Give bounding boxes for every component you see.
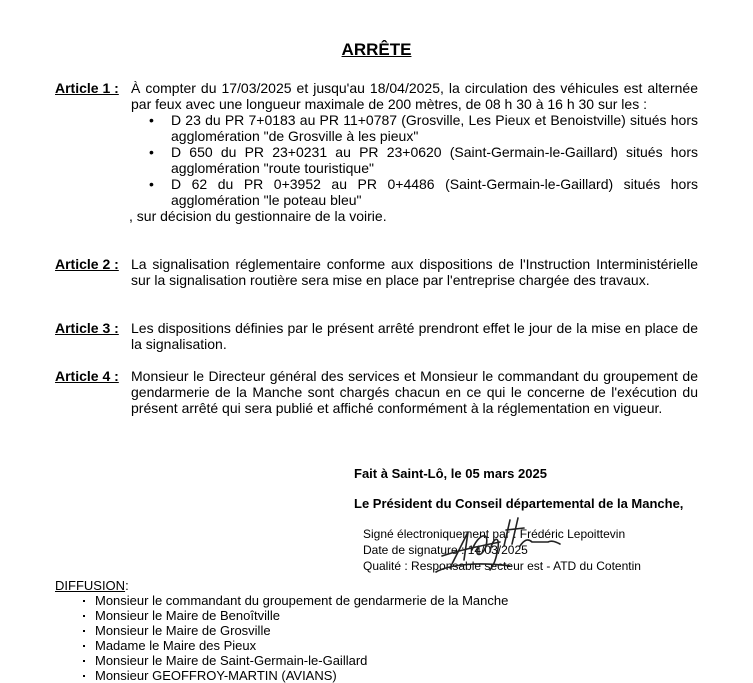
diffusion-item: Madame le Maire des Pieux [95, 638, 508, 653]
article-3-label: Article 3 : [55, 320, 119, 336]
document-title: ARRÊTE [341, 40, 412, 59]
article-3 [55, 320, 698, 352]
road-item: • D 62 du PR 0+3952 au PR 0+4486 (Saint-Germain-le-Gaillard) situés hors agglomération "le poteau bleu" [171, 176, 698, 208]
article-4-text: Monsieur le Directeur général des services et Monsieur le commandant du groupement de gendarmerie de la Manche sont chargés chacun en ce qui le concerne de l'exécution du présent arrêté qui sera publié et affiché conformément à la réglementation en vigueur. [131, 368, 698, 416]
diffusion-item: Monsieur le commandant du groupement de gendarmerie de la Manche [95, 593, 509, 608]
article-1-intro: À compter du 17/03/2025 et jusqu'au 18/04/2025, la circulation des véhicules est alternée par feux avec une longueur maximale de 200 mètres, de 08 h 30 à 16 h 30 sur les : [131, 80, 698, 112]
article-1-road-list [131, 112, 698, 208]
article-2 [55, 256, 698, 288]
road-item: • D 23 du PR 7+0183 au PR 11+0787 (Grosville, Les Pieux et Benoistville) situés hors agglomération "de Grosville à les pieux" [171, 112, 698, 144]
signed-by: Signé électroniquement par : Frédéric Lepoittevin [363, 527, 626, 541]
diffusion-item: Monsieur le Maire de Benoîtville [95, 608, 508, 623]
handwritten-signature-icon [420, 490, 570, 580]
diffusion-item: Monsieur GEOFFROY-MARTIN (AVIANS) [95, 668, 508, 683]
article-1-outro: , sur décision du gestionnaire de la voirie. [129, 208, 387, 224]
article-1-label: Article 1 : [55, 80, 119, 96]
diffusion-item: Monsieur le Maire de Grosville [95, 623, 508, 638]
article-3-text: Les dispositions définies par le présent arrêté prendront effet le jour de la mise en place de la signalisation. [131, 320, 698, 352]
article-2-label: Article 2 : [55, 256, 119, 272]
signature-date: Date de signature : 14/03/2025 [363, 543, 528, 557]
diffusion-heading: DIFFUSION: [55, 578, 129, 593]
signatory-title: Le Président du Conseil départemental de la Manche, [354, 496, 684, 511]
signatory-quality: Qualité : Responsable secteur est - ATD du Cotentin [363, 559, 641, 573]
diffusion-item: Monsieur le Maire de Saint-Germain-le-Gaillard [95, 653, 508, 668]
place-date: Fait à Saint-Lô, le 05 mars 2025 [354, 466, 547, 481]
article-4-label: Article 4 : [55, 368, 119, 384]
article-1 [55, 80, 698, 224]
article-2-text: La signalisation réglementaire conforme aux dispositions de l'Instruction Interministérielle sur la signalisation routière sera mise en place par l'entreprise chargée des travaux. [131, 256, 698, 288]
diffusion-list [95, 593, 508, 683]
article-4 [55, 368, 698, 416]
road-item: • D 650 du PR 23+0231 au PR 23+0620 (Saint-Germain-le-Gaillard) situés hors agglomération "route touristique" [171, 144, 698, 176]
